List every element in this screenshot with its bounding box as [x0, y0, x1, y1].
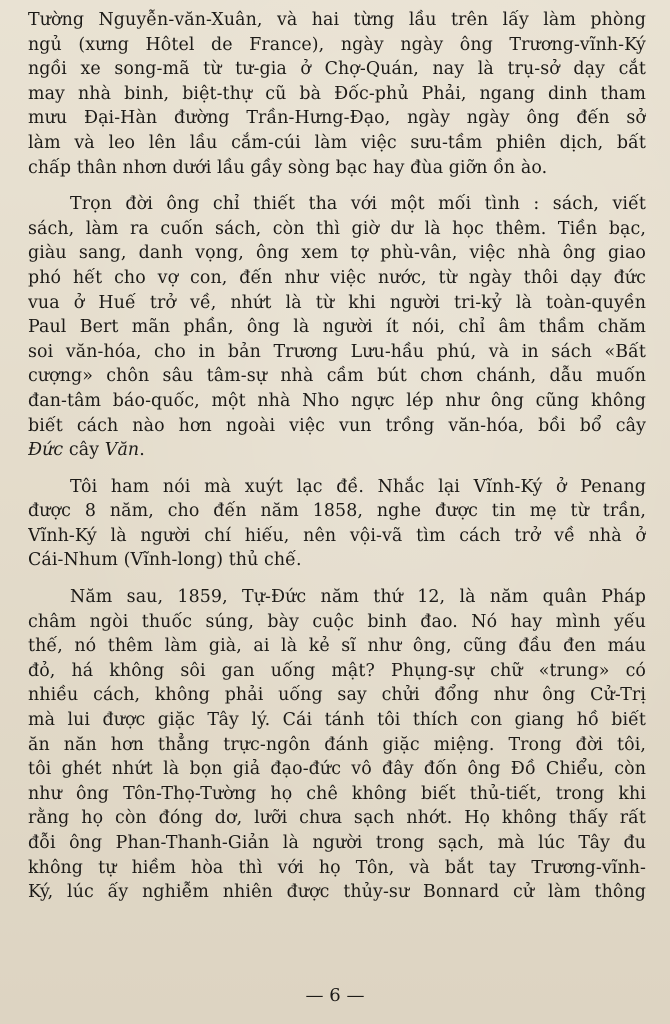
- page-number: — 6 —: [305, 985, 365, 1006]
- text-line: vua ở Huế trở về, nhứt là từ khi người tri-kỷ là toàn-quyền: [28, 292, 646, 313]
- text-line: Vĩnh-Ký là người chí hiếu, nên vội-vã tìm cách trở về nhà ở: [28, 525, 646, 546]
- italic-word: Đức: [28, 440, 64, 461]
- paragraph-3: [28, 475, 646, 573]
- text-line: như ông Tôn-Thọ-Tường họ chê không biết thủ-tiết, trong khi: [28, 783, 646, 804]
- text-line: đỏ, há không sôi gan uống mật? Phụng-sự chữ «trung» có: [28, 660, 646, 681]
- text-line: cượng» chôn sâu tâm-sự nhà cầm bút chơn chánh, dẫu muốn: [28, 366, 646, 387]
- text-line: Năm sau, 1859, Tự-Đức năm thứ 12, là năm quân Pháp: [70, 587, 646, 608]
- text-line: được 8 năm, cho đến năm 1858, nghe được tin mẹ từ trần,: [28, 501, 646, 522]
- text-line: giàu sang, danh vọng, ông xem tợ phù-vân, việc nhà ông giao: [28, 243, 646, 264]
- text-line: Ký, lúc ấy nghiễm nhiên được thủy-sư Bonnard cử làm thông: [28, 882, 646, 903]
- text-line: soi văn-hóa, cho in bản Trương Lưu-hầu phú, và in sách «Bất: [28, 341, 646, 362]
- paragraph-4: [28, 585, 646, 905]
- text-line: Tôi ham nói mà xuýt lạc đề. Nhắc lại Vĩnh-Ký ở Penang: [70, 476, 646, 497]
- text-line: châm ngòi thuốc súng, bày cuộc binh đao. Nó hay mình yếu: [28, 611, 646, 632]
- text-line: ngồi xe song-mã từ tư-gia ở Chợ-Quán, nay là trụ-sở dạy cắt: [28, 59, 646, 80]
- text-line: Cái-Nhum (Vĩnh-long) thủ chế.: [28, 550, 302, 571]
- text-fragment: cây: [63, 440, 105, 461]
- text-line: tôi ghét nhứt là bọn giả đạo-đức vô đây đốn ông Đồ Chiểu, còn: [28, 759, 646, 780]
- page-body: [28, 8, 646, 917]
- text-line: rằng họ còn đóng dơ, lưỡi chưa sạch nhớt. Họ không thấy rất: [28, 808, 646, 829]
- text-line: mưu Đại-Hàn đường Trần-Hưng-Đạo, ngày ngày ông đến sở: [28, 108, 646, 129]
- text-line: không tự hiềm hòa thì với họ Tôn, và bắt tay Trương-vĩnh-: [28, 857, 646, 878]
- paragraph-2: [28, 192, 646, 463]
- text-line: may nhà binh, biệt-thự cũ bà Đốc-phủ Phải, ngang dinh tham: [28, 83, 646, 104]
- paragraph-1: [28, 8, 646, 180]
- text-line: Trọn đời ông chỉ thiết tha với một mối tình : sách, viết: [70, 194, 646, 215]
- text-line: phó hết cho vợ con, đến như việc nước, từ ngày thôi dạy đức: [28, 267, 646, 288]
- text-line: ngủ (xưng Hôtel de France), ngày ngày ông Trương-vĩnh-Ký: [28, 34, 646, 55]
- text-line: ăn năn hơn thẳng trực-ngôn đánh giặc miệng. Trong đời tôi,: [28, 734, 646, 755]
- text-line: sách, làm ra cuốn sách, còn thì giờ dư là học thêm. Tiền bạc,: [28, 218, 646, 239]
- text-line: đỗi ông Phan-Thanh-Giản là người trong sạch, mà lúc Tây đu: [28, 833, 646, 853]
- text-line: biết cách nào hơn ngoài việc vun trồng văn-hóa, bồi bổ cây: [28, 415, 646, 436]
- text-line: [28, 438, 646, 463]
- text-line: làm và leo lên lầu cắm-cúi làm việc sưu-tầm phiên dịch, bất: [28, 132, 646, 153]
- text-line: đan-tâm báo-quốc, một nhà Nho ngực lép như ông cũng không: [28, 390, 646, 411]
- text-line: thế, nó thêm làm già, ai là kẻ sĩ như ông, cũng đầu đen máu: [28, 636, 646, 657]
- italic-word: Văn: [104, 440, 140, 461]
- text-line: Paul Bert mãn phần, ông là người ít nói, chỉ âm thầm chăm: [28, 317, 646, 338]
- text-line: Tường Nguyễn-văn-Xuân, và hai từng lầu trên lấy làm phòng: [28, 10, 646, 30]
- text-line: mà lui được giặc Tây lý. Cái tánh tôi thích con giang hồ biết: [28, 710, 646, 731]
- text-fragment: .: [139, 440, 145, 461]
- text-line: chấp thân nhơn dưới lầu gầy sòng bạc hay đùa giỡn ồn ào.: [28, 157, 548, 178]
- text-line: nhiều cách, không phải uống say chửi đổng như ông Cử-Trị: [28, 685, 646, 706]
